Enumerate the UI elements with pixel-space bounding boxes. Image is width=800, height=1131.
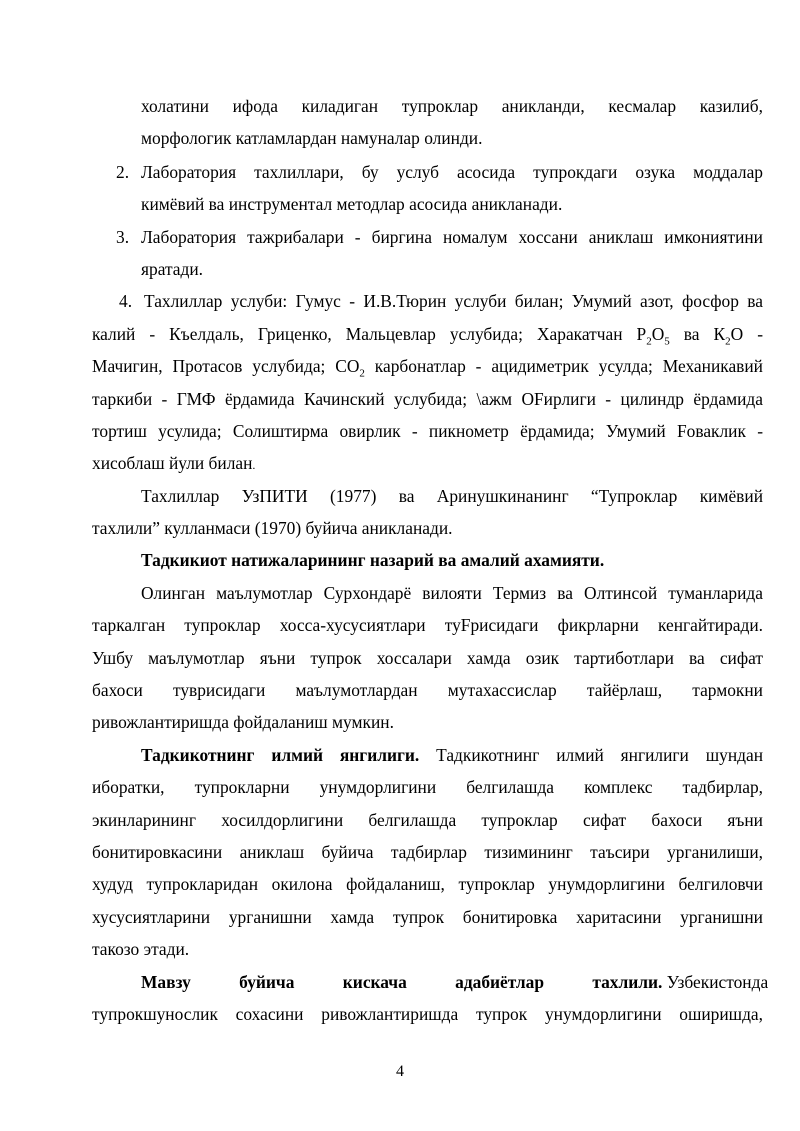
paragraph-line: бахоси туврисидаги маълумотлардан мутахассислар тайёрлаш, тармокни [92, 680, 763, 700]
list-item-1-line: морфологик катламлардан намуналар олинди. [141, 128, 483, 148]
list-item-4-line: калий - Къелдаль, Гриценко, Мальцевлар услубида; Харакатчан $Р_2О_5$ ва $К_2О$ - [92, 324, 763, 348]
paragraph-line: таркалган тупроклар хосса-хусусиятлари туFрисидаги фикрларни кенгайтиради. [92, 615, 763, 635]
list-item-2-line: кимёвий ва инструментал методлар асосида аникланади. [141, 194, 563, 214]
list-item-4-line: Тахлиллар услуби: Гумус - И.В.Тюрин услуби билан; Умумий азот, фосфор ва [144, 291, 763, 311]
paragraph-line: Тахлиллар УзПИТИ (1977) ва Аринушкинанинг “Тупроклар кимёвий [141, 486, 763, 506]
list-item-4-line: тортиш усулида; Солиштирма овирлик - пикнометр ёрдамида; Умумий Fоваклик - [92, 421, 763, 441]
paragraph-line: тахлили” кулланмаси (1970) буйича аникланади. [92, 518, 453, 538]
list-item-4-line: Мачигин, Протасов услубида; $СО_2$ карбонатлар - ацидиметрик усулда; Механикавий [92, 356, 763, 380]
paragraph-line: бонитировкасини аниклаш буйича тадбирлар тизимининг таъсири урганилиши, [92, 842, 763, 862]
paragraph-line: такозо этади. [92, 939, 190, 959]
inline-heading: Мавзу буйича кискача адабиётлар тахлили. [141, 972, 663, 992]
paragraph-line: Олинган маълумотлар Сурхондарё вилояти Термиз ва Олтинсой туманларида [141, 583, 763, 603]
list-item-2-line: Лаборатория тахлиллари, бу услуб асосида тупрокдаги озука моддалар [141, 162, 763, 182]
list-item-4-line: таркиби - ГМФ ёрдамида Качинский услубида; \ажм ОFирлиги - цилиндр ёрдамида [92, 389, 763, 409]
paragraph-line: ривожлантиришда фойдаланиш мумкин. [92, 712, 394, 732]
list-number-3: 3. [116, 227, 130, 247]
paragraph-line: иборатки, тупрокларни унумдорлигини белгилашда комплекс тадбирлар, [92, 777, 763, 797]
list-number-2: 2. [116, 162, 130, 182]
paragraph-line: экинларининг хосилдорлигини белгилашда тупроклар сифат бахоси яъни [92, 810, 763, 830]
list-item-3-line: Лаборатория тажрибалари - биргина номалум хоссани аниклаш имкониятини [141, 227, 763, 247]
inline-heading: Тадкикотнинг илмий янгилиги. [141, 745, 420, 765]
paragraph-line: Мавзу буйича кискача адабиётлар тахлили. Узбекистонда [141, 972, 769, 992]
page-number: 4 [396, 1063, 404, 1080]
paragraph-line: Ушбу маълумотлар яъни тупрок хоссалари хамда озик тартиботлари ва сифат [92, 648, 763, 668]
list-item-1-line: холатини ифода киладиган тупроклар аникланди, кесмалар казилиб, [141, 96, 763, 116]
list-number-4: 4. [119, 291, 133, 311]
section-heading: Тадкикиот натижаларининг назарий ва амалий ахамияти. [141, 550, 605, 570]
paragraph-line: тупрокшунослик сохасини ривожлантиришда тупрок унумдорлигини оширишда, [92, 1004, 763, 1024]
list-item-4-line: хисоблаш йули билан. [92, 453, 256, 473]
paragraph-line: худуд тупрокларидан окилона фойдаланиш, тупроклар унумдорлигини белгиловчи [92, 874, 763, 894]
list-item-3-line: яратади. [141, 259, 203, 279]
paragraph-line: Тадкикотнинг илмий янгилиги. Тадкикотнинг илмий янгилиги шундан [141, 745, 763, 765]
paragraph-line: хусусиятларини урганишни хамда тупрок бонитировка харитасини урганишни [92, 907, 763, 927]
